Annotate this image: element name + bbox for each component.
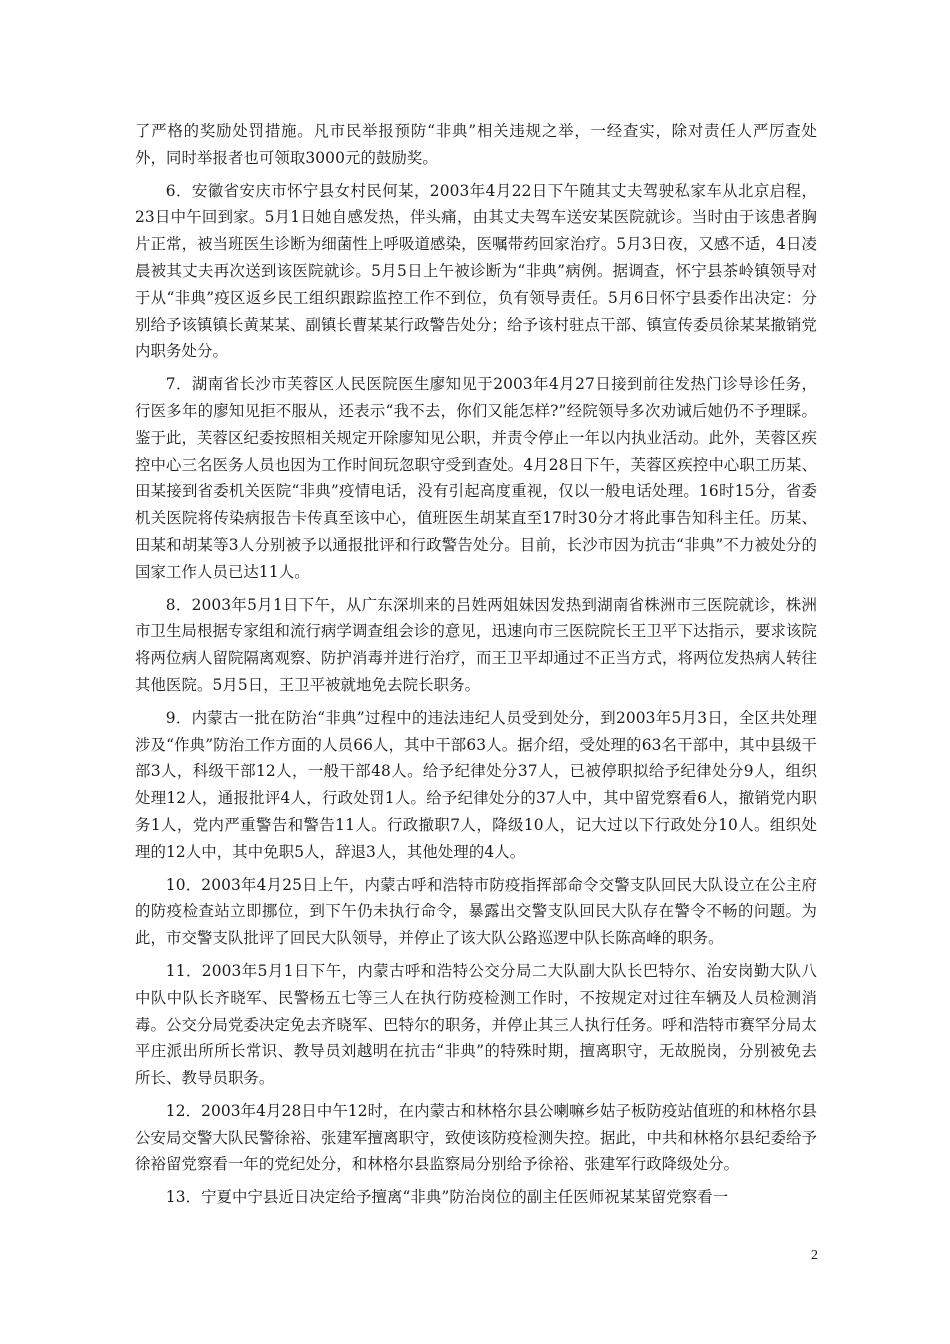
paragraph-item-7: 7．湖南省长沙市芙蓉区人民医院医生廖知见于2003年4月27日接到前往发热门诊导诊任务，行医多年的廖知见拒不服从，还表示“我不去，你们又能怎样?”经院领导多次劝诫后她仍不予理睬。鉴于此，芙蓉区纪委按照相关规定开除廖知见公职，并责令停止一年以内执业活动。此外，芙蓉区疾控中心三名医务人员也因为工作时间玩忽职守受到查处。4月28日下午，芙蓉区疾控中心职工历某、田某接到省委机关医院“非典”疫情电话，没有引起高度重视，仅以一般电话处理。16时15分，省委机关医院将传染病报告卡传真至该中心，值班医生胡某直至17时30分才将此事告知科主任。历某、田某和胡某等3人分别被予以通报批评和行政警告处分。目前，长沙市因为抗击“非典”不力被处分的国家工作人员已达11人。: [135, 375, 817, 581]
paragraph-continuation: 了严格的奖励处罚措施。凡市民举报预防“非典”相关违规之举，一经查实，除对责任人严厉查处外，同时举报者也可领取3000元的鼓励奖。: [135, 122, 817, 167]
paragraph-item-6: 6．安徽省安庆市怀宁县女村民何某，2003年4月22日下午随其丈夫驾驶私家车从北京启程，23日中午回到家。5月1日她自感发热，伴头痛，由其丈夫驾车送安某医院就诊。当时由于该患者胸片正常，被当班医生诊断为细菌性上呼吸道感染，医嘱带药回家治疗。5月3日夜，又感不适，4日凌晨被其丈夫再次送到该医院就诊。5月5日上午被诊断为“非典”病例。据调查，怀宁县茶岭镇领导对于从“非典”疫区返乡民工组织跟踪监控工作不到位，负有领导责任。5月6日怀宁县委作出决定：分别给予该镇镇长黄某某、副镇长曹某某行政警告处分；给予该村驻点干部、镇宣传委员徐某某撤销党内职务处分。: [135, 181, 817, 361]
page-number: 2: [811, 1248, 818, 1263]
paragraph-item-13: 13．宁夏中宁县近日决定给予擅离“非典”防治岗位的副主任医师祝某某留党察看一: [165, 1188, 729, 1207]
paragraph-item-8: 8．2003年5月1日下午，从广东深圳来的吕姓两姐妹因发热到湖南省株洲市三医院就诊，株洲市卫生局根据专家组和流行病学调查组会诊的意见，迅速向市三医院院长王卫平下达指示，要求该院将两位病人留院隔离观察、防护消毒并进行治疗，而王卫平却通过不正当方式，将两位发热病人转往其他医院。5月5日，王卫平被就地免去院长职务。: [135, 595, 817, 694]
paragraph-item-10: 10．2003年4月25日上午，内蒙古呼和浩特市防疫指挥部命令交警支队回民大队设立在公主府的防疫检查站立即挪位，到下午仍未执行命令，暴露出交警支队回民大队存在警令不畅的问题。为此，市交警支队批评了回民大队领导，并停止了该大队公路巡逻中队长陈高峰的职务。: [135, 875, 817, 948]
paragraph-item-9: 9．内蒙古一批在防治“非典”过程中的违法违纪人员受到处分，到2003年5月3日，全区共处理涉及“作典”防治工作方面的人员66人，其中干部63人。据介绍，受处理的63名干部中，其中县级干部3人，科级干部12人，一般干部48人。给予纪律处分37人，已被停职拟给予纪律处分9人，组织处理12人，通报批评4人，行政处罚1人。给予纪律处分的37人中，其中留党察看6人，撤销党内职务1人，党内严重警告和警告11人。行政撤职7人，降级10人，记大过以下行政处分10人。组织处理的12人中，其中免职5人，辞退3人，其他处理的4人。: [135, 708, 817, 861]
paragraph-item-11: 11．2003年5月1日下午，内蒙古呼和浩特公交分局二大队副大队长巴特尔、治安岗勤大队八中队中队长齐晓军、民警杨五七等三人在执行防疫检测工作时，不按规定对过往车辆及人员检测消毒。公交分局党委决定免去齐晓军、巴特尔的职务，并停止其三人执行任务。呼和浩特市赛罕分局太平庄派出所所长常识、教导员刘越明在抗击“非典”的特殊时期，擅离职守，无故脱岗，分别被免去所长、教导员职务。: [135, 961, 817, 1088]
document-body: [135, 118, 817, 1217]
paragraph-item-12: 12．2003年4月28日中午12时，在内蒙古和林格尔县公喇嘛乡姑子板防疫站值班的和林格尔县公安局交警大队民警徐裕、张建军擅离职守，致使该防疫检测失控。据此，中共和林格尔县纪委给予徐裕留党察看一年的党纪处分，和林格尔县监察局分别给予徐裕、张建军行政降级处分。: [135, 1101, 817, 1174]
